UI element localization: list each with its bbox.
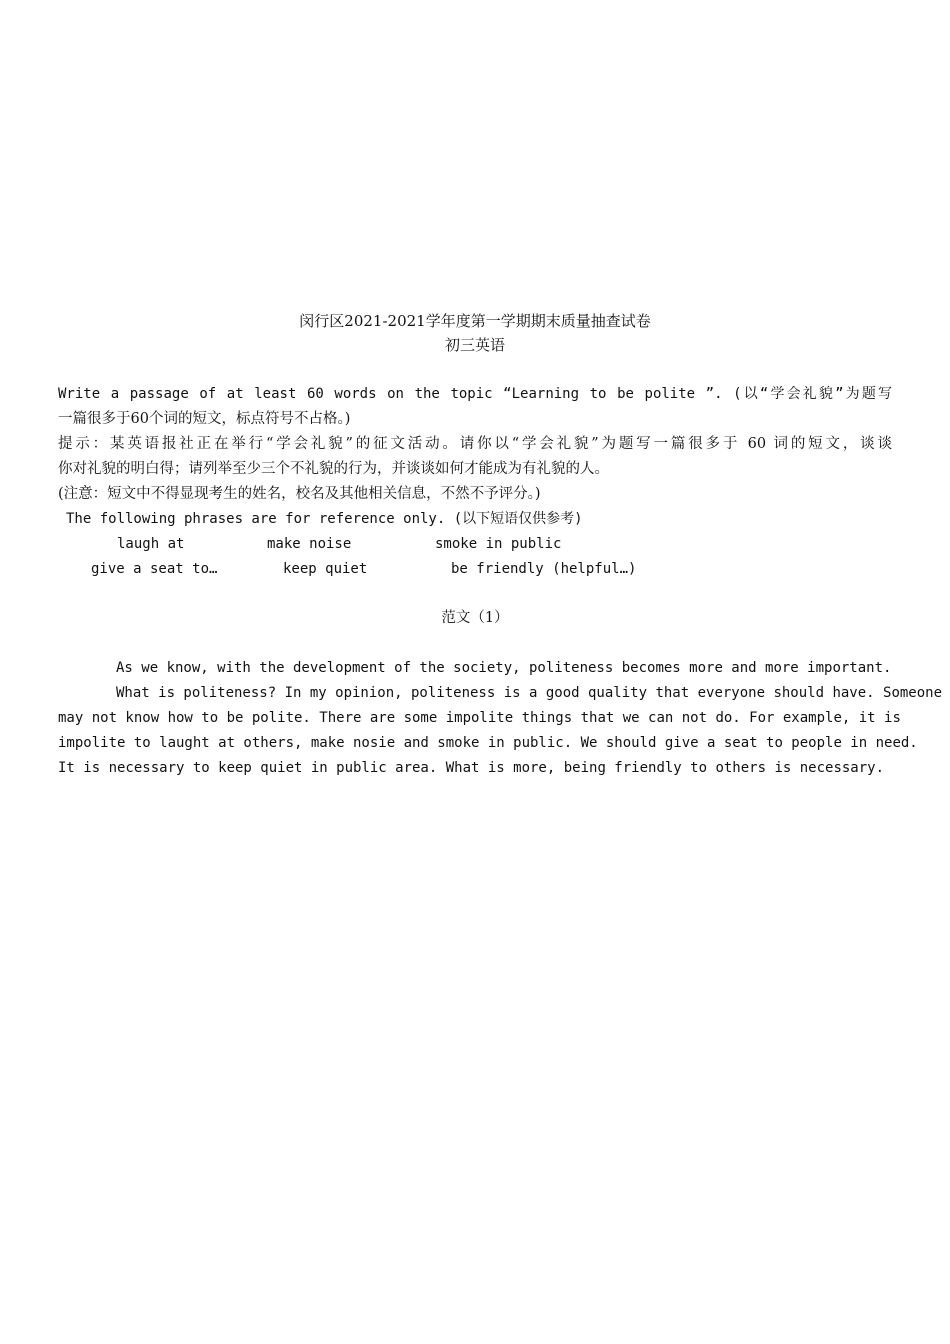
sample-line: As we know, with the development of the society, politeness becomes more and more important. xyxy=(116,660,892,676)
phrase-item: smoke in public xyxy=(435,536,562,552)
exam-subtitle: 初三英语 xyxy=(444,336,505,354)
phrase-item: make noise xyxy=(267,536,352,552)
sample-heading: 范文（1） xyxy=(441,610,509,626)
phrase-item: be friendly (helpful…) xyxy=(451,561,637,577)
phrase-item: keep quiet xyxy=(283,561,368,577)
note-line: (注意：短文中不得显现考生的姓名，校名及其他相关信息，不然不予评分。) xyxy=(58,486,541,502)
phrases-intro: The following phrases are for reference only. (以下短语仅供参考) xyxy=(66,511,583,527)
phrase-item: laugh at xyxy=(117,536,185,552)
sample-line: impolite to laught at others, make nosie and smoke in public. We should give a seat to people in need. xyxy=(58,735,918,751)
hint-line-1: 提示：某英语报社正在举行“学会礼貌”的征文活动。请你以“学会礼貌”为题写一篇很多于 60 词的短文，谈谈 xyxy=(58,436,892,452)
phrase-item: give a seat to… xyxy=(91,561,218,577)
sample-line: may not know how to be polite. There are some impolite things that we can not do. For example, it is xyxy=(58,710,901,726)
sample-line: It is necessary to keep quiet in public area. What is more, being friendly to others is necessary. xyxy=(58,760,885,776)
sample-line: What is politeness? In my opinion, politeness is a good quality that everyone should have. Someone xyxy=(116,685,943,701)
exam-title: 闵行区2021-2021学年度第一学期期末质量抽查试卷 xyxy=(299,312,651,330)
prompt-line-1: Write a passage of at least 60 words on the topic “Learning to be polite ”. (以“学会礼貌”为题写 xyxy=(58,386,892,402)
hint-line-2: 你对礼貌的明白得；请列举至少三个不礼貌的行为，并谈谈如何才能成为有礼貌的人。 xyxy=(58,461,609,477)
prompt-line-2: 一篇很多于60个词的短文，标点符号不占格。) xyxy=(58,411,351,427)
